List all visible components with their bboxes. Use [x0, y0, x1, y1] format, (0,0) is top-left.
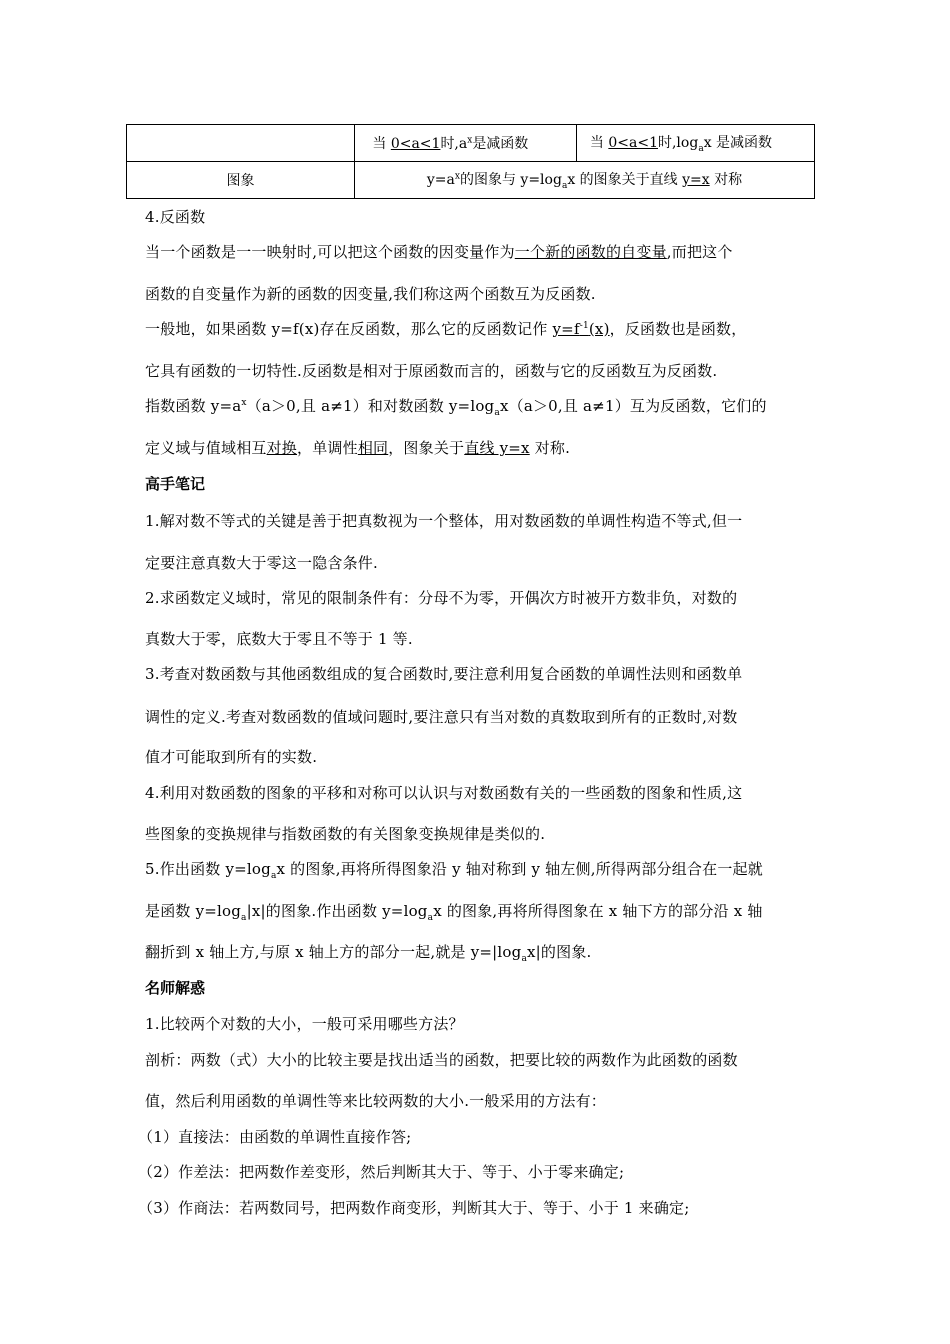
paragraph-line: 函数的自变量作为新的函数的因变量,我们称这两个函数互为反函数.: [145, 285, 596, 303]
section-title-inverse: 4.反函数: [145, 208, 206, 226]
method-line: （2）作差法：把两数作差变形，然后判断其大于、等于、小于零来确定;: [138, 1163, 625, 1181]
section-heading-teacher: 名师解惑: [145, 979, 206, 997]
table-cell-exp-decreasing: 当 0<a<1时$,a^x$是减函数: [355, 125, 577, 162]
table-cell-empty: [127, 125, 355, 162]
section-heading-notes: 高手笔记: [145, 475, 206, 493]
table-cell-graph-desc: $y=a^x$的图象与 $y=\log_ax$ 的图象关于直线 y=x 对称: [355, 162, 815, 199]
table-row: [127, 125, 815, 162]
note-line: 些图象的变换规律与指数函数的有关图象变换规律是类似的.: [145, 825, 546, 843]
note-line: 4.利用对数函数的图象的平移和对称可以认识与对数函数有关的一些函数的图象和性质,这: [145, 784, 743, 802]
note-line: 是函数 $y=\log_a|x|$的图象.作出函数 $y=\log_ax$ 的图象,再将所得图象在 x 轴下方的部分沿 x 轴: [145, 902, 763, 923]
note-line: 2.求函数定义域时，常见的限制条件有：分母不为零，开偶次方时被开方数非负，对数的: [145, 589, 738, 607]
note-line: 值才可能取到所有的实数.: [145, 748, 318, 766]
table-row: [127, 162, 815, 199]
method-line: （3）作商法：若两数同号，把两数作商变形，判断其大于、等于、小于 1 来确定;: [138, 1199, 690, 1217]
note-line: 真数大于零，底数大于零且不等于 1 等.: [145, 630, 413, 648]
property-table: [126, 124, 815, 199]
table-cell-graph-label: 图象: [127, 162, 355, 199]
note-line: 3.考查对数函数与其他函数组成的复合函数时,要注意利用复合函数的单调性法则和函数单: [145, 665, 743, 683]
answer-line: 值，然后利用函数的单调性等来比较两数的大小.一般采用的方法有：: [145, 1092, 606, 1110]
paragraph-line: 当一个函数是一一映射时,可以把这个函数的因变量作为一个新的函数的自变量,而把这个: [145, 243, 733, 261]
note-line: 1.解对数不等式的关键是善于把真数视为一个整体，用对数函数的单调性构造不等式,但一: [145, 512, 743, 530]
paragraph-line: 定义域与值域相互对换，单调性相同，图象关于直线 y=x 对称.: [145, 439, 571, 457]
note-line: 定要注意真数大于零这一隐含条件.: [145, 554, 378, 572]
paragraph-line: 一般地，如果函数 y=f(x)存在反函数，那么它的反函数记作 $y=f^{-1}(x)$，反函数也是函数，: [145, 320, 747, 338]
note-line: 翻折到 x 轴上方,与原 x 轴上方的部分一起,就是 $y=|\log_ax|$的图象.: [145, 943, 592, 964]
method-line: （1）直接法：由函数的单调性直接作答;: [138, 1128, 412, 1146]
paragraph-line: 它具有函数的一切特性.反函数是相对于原函数而言的，函数与它的反函数互为反函数.: [145, 362, 718, 380]
table-cell-log-decreasing: 当 0<a<1时$,\log_ax$ 是减函数: [577, 125, 815, 162]
paragraph-line: 指数函数 $y=a^x(a>0$,且 a≠1）和对数函数 $y=\log_ax(a>0$,且 a≠1）互为反函数，它们的: [145, 397, 767, 418]
answer-line: 剖析：两数（式）大小的比较主要是找出适当的函数，把要比较的两数作为此函数的函数: [145, 1051, 738, 1069]
question-line: 1.比较两个对数的大小，一般可采用哪些方法？: [145, 1015, 464, 1033]
note-line: 5.作出函数 $y=\log_ax$ 的图象,再将所得图象沿 y 轴对称到 y 轴左侧,所得两部分组合在一起就: [145, 860, 763, 881]
note-line: 调性的定义.考查对数函数的值域问题时,要注意只有当对数的真数取到所有的正数时,对数: [145, 708, 738, 726]
